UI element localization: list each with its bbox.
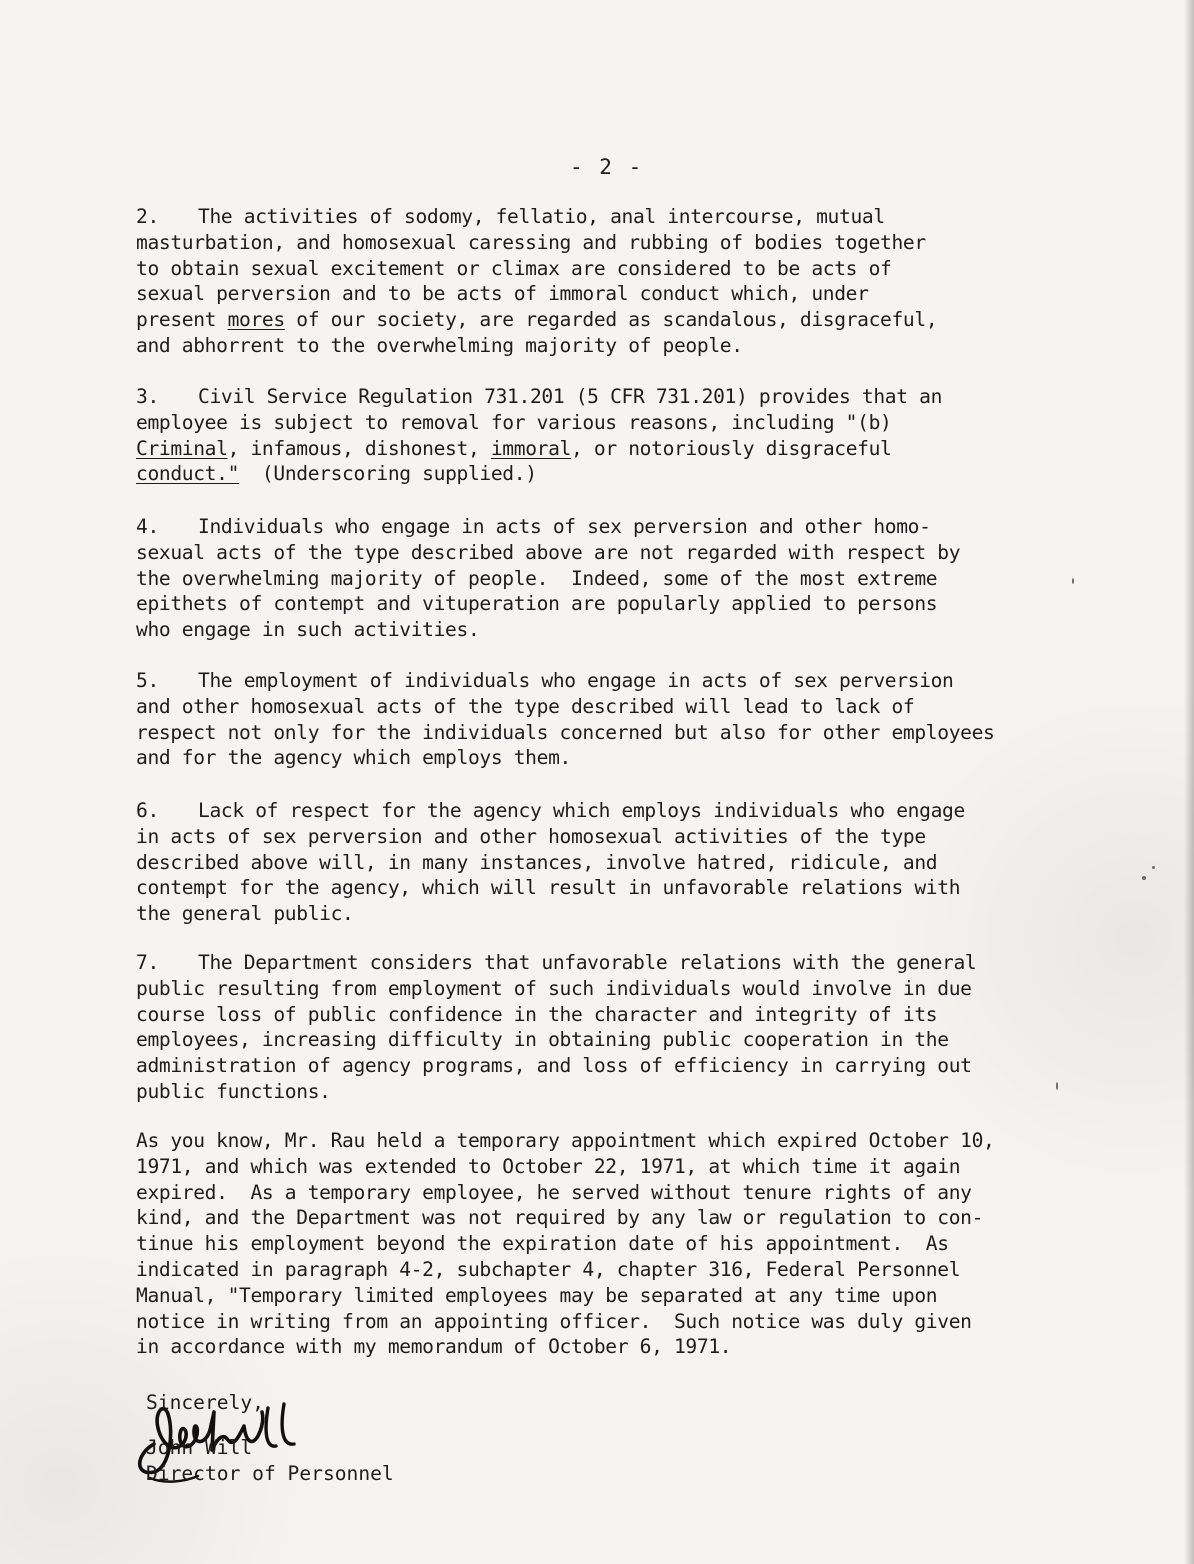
paragraph-line: [136, 384, 1096, 410]
line-text: and abhorrent to the overwhelming majority of people.: [136, 333, 743, 357]
paragraph: [136, 514, 1096, 643]
line-text: indicated in paragraph 4-2, subchapter 4, chapter 316, Federal Personnel: [136, 1257, 961, 1281]
line-text: contempt for the agency, which will result in unfavorable relations with: [136, 876, 961, 900]
paragraph-line: [136, 410, 1096, 436]
signer-title: Director of Personnel: [146, 1462, 394, 1485]
paragraph-line: [136, 976, 1096, 1002]
paragraph-line: [136, 1257, 1096, 1283]
line-text: tinue his employment beyond the expiration date of his appointment. As: [136, 1232, 949, 1256]
paragraph-line: [136, 1079, 1096, 1105]
line-text: employees, increasing difficulty in obtaining public cooperation in the: [136, 1028, 949, 1052]
paragraph-number: 7.: [136, 951, 159, 974]
paragraph-line: [136, 720, 1096, 746]
line-text: sexual perversion and to be acts of immoral conduct which, under: [136, 282, 869, 306]
paragraph-line: [136, 230, 1096, 256]
paragraph-line: [136, 333, 1096, 359]
line-text: administration of agency programs, and loss of efficiency in carrying out: [136, 1054, 972, 1078]
line-text: the general public.: [136, 902, 354, 926]
paragraph-line: [136, 950, 1096, 976]
paragraph-line: [136, 745, 1096, 771]
line-text: described above will, in many instances, involve hatred, ridicule, and: [136, 850, 938, 874]
paragraph-line: [136, 850, 1096, 876]
line-text: to obtain sexual excitement or climax are considered to be acts of: [136, 256, 892, 280]
line-text: conduct." (Underscoring supplied.): [136, 462, 537, 486]
line-text: and other homosexual acts of the type described will lead to lack of: [136, 694, 915, 718]
paragraph: [136, 950, 1096, 1105]
paragraph-line: [136, 256, 1096, 282]
line-text: respect not only for the individuals concerned but also for other employees: [136, 720, 995, 744]
scan-speck: [1056, 1082, 1058, 1090]
line-text: employee is subject to removal for various reasons, including "(b): [136, 410, 892, 434]
line-text: public functions.: [136, 1079, 331, 1103]
line-text: The activities of sodomy, fellatio, anal intercourse, mutual: [198, 205, 885, 228]
line-text: sexual acts of the type described above are not regarded with respect by: [136, 540, 961, 564]
line-text: As you know, Mr. Rau held a temporary appointment which expired October 10,: [136, 1129, 995, 1152]
paragraph-line: [136, 694, 1096, 720]
paragraph-line: [136, 1283, 1096, 1309]
signer-name: John Will: [146, 1436, 253, 1459]
paragraph-line: [136, 1053, 1096, 1079]
line-text: in accordance with my memorandum of October 6, 1971.: [136, 1335, 732, 1359]
line-text: kind, and the Department was not required by any law or regulation to con-: [136, 1206, 984, 1230]
line-text: The Department considers that unfavorable relations with the general: [198, 951, 977, 974]
paragraph-line: [136, 1309, 1096, 1335]
line-text: expired. As a temporary employee, he served without tenure rights of any: [136, 1180, 972, 1204]
paragraph-line: [136, 540, 1096, 566]
paragraph: [136, 204, 1096, 359]
paragraph-number: 5.: [136, 669, 159, 692]
paragraph: [136, 1128, 1096, 1360]
paragraph-line: [136, 204, 1096, 230]
line-text: course loss of public confidence in the character and integrity of its: [136, 1002, 938, 1026]
paragraph-number: 6.: [136, 799, 159, 822]
closing: Sincerely,: [146, 1391, 264, 1414]
scan-speck: [1072, 578, 1074, 584]
paragraph-line: [136, 1002, 1096, 1028]
line-text: The employment of individuals who engage in acts of sex perversion: [198, 669, 954, 692]
paragraph-line: [136, 1180, 1096, 1206]
paragraph-line: [136, 875, 1096, 901]
paragraph-line: [136, 1231, 1096, 1257]
page-number: - 2 -: [570, 155, 644, 179]
paragraph-number: 4.: [136, 515, 159, 538]
paragraph-line: [136, 281, 1096, 307]
paragraph-line: [136, 1027, 1096, 1053]
scan-speck: [1152, 866, 1155, 869]
line-text: public resulting from employment of such individuals would involve in due: [136, 976, 972, 1000]
paragraph-line: [136, 1334, 1096, 1360]
line-text: Criminal, infamous, dishonest, immoral, or notoriously disgraceful: [136, 436, 892, 460]
line-text: epithets of contempt and vituperation are popularly applied to persons: [136, 592, 938, 616]
paragraph-line: [136, 824, 1096, 850]
line-text: Lack of respect for the agency which employs individuals who engage: [198, 799, 965, 822]
paragraph-line: [136, 617, 1096, 643]
paragraph-line: [136, 1154, 1096, 1180]
line-text: 1971, and which was extended to October 22, 1971, at which time it again: [136, 1154, 961, 1178]
line-text: notice in writing from an appointing officer. Such notice was duly given: [136, 1309, 972, 1333]
paragraph-line: [136, 566, 1096, 592]
line-text: present mores of our society, are regarded as scandalous, disgraceful,: [136, 308, 938, 332]
paragraph-number: 3.: [136, 385, 159, 408]
paragraph-line: [136, 1128, 1096, 1154]
paragraph-line: [136, 798, 1096, 824]
line-text: the overwhelming majority of people. Indeed, some of the most extreme: [136, 566, 938, 590]
paragraph-line: [136, 514, 1096, 540]
line-text: masturbation, and homosexual caressing and rubbing of bodies together: [136, 230, 926, 254]
paragraph-line: [136, 461, 1096, 487]
line-text: who engage in such activities.: [136, 618, 480, 642]
line-text: Manual, "Temporary limited employees may be separated at any time upon: [136, 1283, 938, 1307]
paragraph-number: 2.: [136, 205, 159, 228]
paragraph-line: [136, 307, 1096, 333]
line-text: and for the agency which employs them.: [136, 746, 571, 770]
scan-speck: [1142, 876, 1146, 880]
scan-edge-shadow: [1184, 0, 1194, 1564]
line-text: Civil Service Regulation 731.201 (5 CFR 731.201) provides that an: [198, 385, 943, 408]
paragraph-line: [136, 668, 1096, 694]
line-text: Individuals who engage in acts of sex perversion and other homo-: [198, 515, 931, 538]
line-text: in acts of sex perversion and other homosexual activities of the type: [136, 824, 926, 848]
paragraph-line: [136, 1205, 1096, 1231]
paragraph-line: [136, 591, 1096, 617]
paragraph: [136, 668, 1096, 771]
paragraph-line: [136, 901, 1096, 927]
paragraph: [136, 384, 1096, 487]
paragraph-line: [136, 436, 1096, 462]
paragraph: [136, 798, 1096, 927]
